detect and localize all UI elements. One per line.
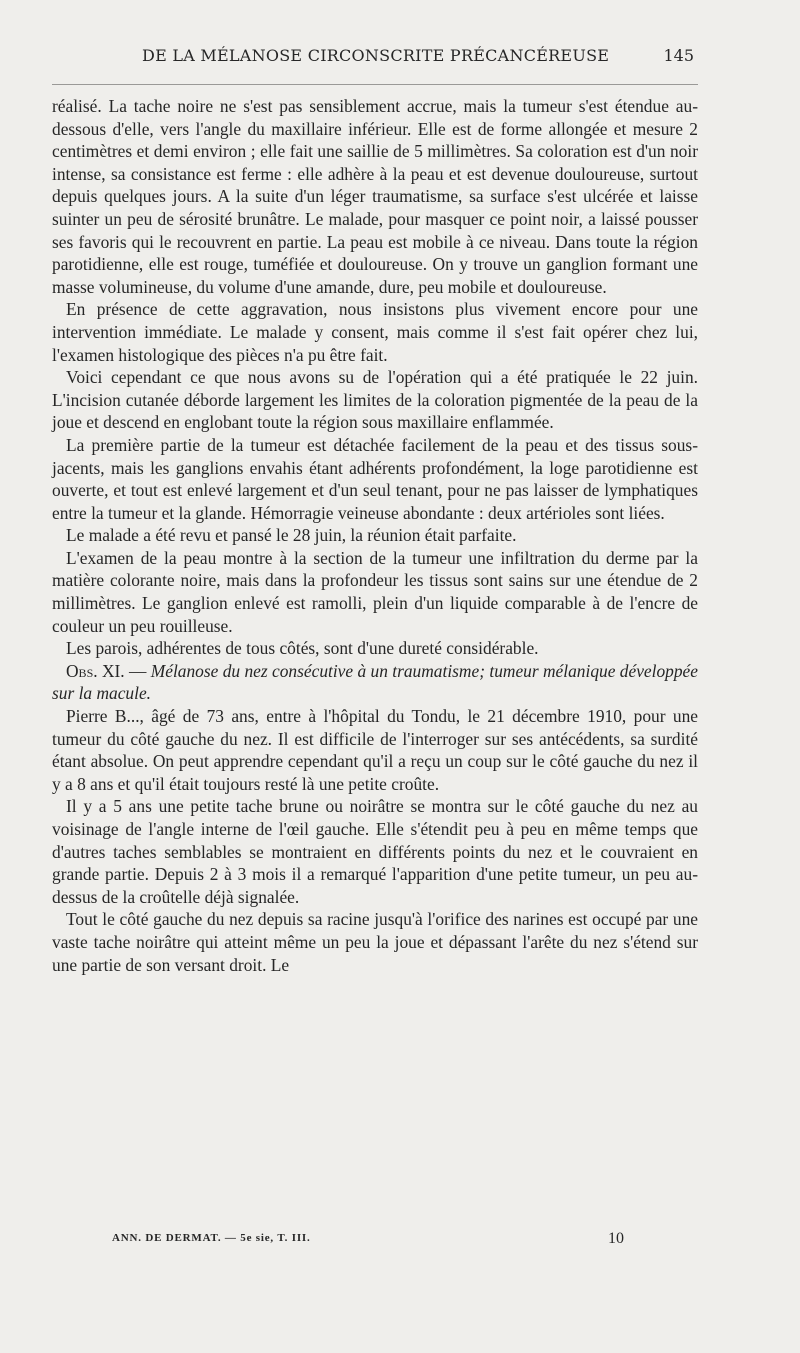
- observation-dash: —: [124, 660, 151, 681]
- signature-mark: 10: [608, 1230, 624, 1247]
- running-title: DE LA MÉLANOSE CIRCONSCRITE PRÉCANCÉREUSE: [142, 46, 610, 65]
- journal-reference: ANN. DE DERMAT. — 5e sie, T. III.: [112, 1232, 311, 1244]
- header-rule: [52, 84, 698, 85]
- paragraph: Pierre B..., âgé de 73 ans, entre à l'hôpital du Tondu, le 21 décembre 1910, pour une tumeur du côté gauche du nez. Il est difficile de l'interroger sur ses antécédents, sa surdité étant absolue. On peut apprendre cependant qu'il a reçu un coup sur le côté gauche du nez il y a 8 ans et qu'il était toujours resté là une petite croûte.: [52, 706, 698, 794]
- body-text: [52, 95, 698, 976]
- paragraph: Le malade a été revu et pansé le 28 juin, la réunion était parfaite.: [66, 525, 517, 546]
- observation-title: Mélanose du nez consécutive à un traumatisme; tumeur mélanique développée sur la macule.: [52, 660, 698, 704]
- paragraph: réalisé. La tache noire ne s'est pas sensiblement accrue, mais la tumeur s'est étendue au-dessous d'elle, vers l'angle du maxillaire inférieur. Elle est de forme allongée et mesure 2 centimètres et demi environ ; elle fait une saillie de 5 millimètres. Sa coloration est d'un noir intense, sa consistance est ferme : elle adhère à la peau et est devenue douloureuse, surtout depuis quelques jours. A la suite d'un léger traumatisme, sa surface s'est ulcérée et laisse suinter un peu de sérosité brunâtre. Le malade, pour masquer ce point noir, a laissé pousser ses favoris qui le recouvrent en partie. La peau est mobile à ce niveau. Dans toute la région parotidienne, elle est rouge, tuméfiée et douloureuse. On y trouve un ganglion formant une masse volumineuse, du volume d'une amande, dure, peu mobile et douloureuse.: [52, 96, 698, 297]
- page-number: 145: [663, 46, 694, 65]
- observation-number: Obs. XI.: [66, 660, 125, 681]
- running-head: [52, 46, 698, 74]
- paragraph: Les parois, adhérentes de tous côtés, sont d'une dureté considérable.: [66, 638, 539, 659]
- paragraph: En présence de cette aggravation, nous insistons plus vivement encore pour une intervention immédiate. Le malade y consent, mais comme il s'est fait opérer chez lui, l'examen histologique des pièces n'a pu être fait.: [52, 299, 698, 365]
- paragraph: Voici cependant ce que nous avons su de l'opération qui a été pratiquée le 22 juin. L'incision cutanée déborde largement les limites de la coloration pigmentée de la peau de la joue et descend en englobant toute la région sous maxillaire enflammée.: [52, 367, 698, 433]
- paragraph: Tout le côté gauche du nez depuis sa racine jusqu'à l'orifice des narines est occupé par une vaste tache noirâtre qui atteint même un peu la joue et dépassant l'arête du nez s'étend sur une partie de son versant droit. Le: [52, 909, 698, 975]
- paragraph: L'examen de la peau montre à la section de la tumeur une infiltration du derme par la matière colorante noire, mais dans la profondeur les tissus sont sains sur une étendue de 2 millimètres. Le ganglion enlevé est ramolli, plein d'un liquide comparable à de l'encre de couleur un peu rouilleuse.: [52, 547, 698, 636]
- paragraph: La première partie de la tumeur est détachée facilement de la peau et des tissus sous-jacents, mais les ganglions envahis étant adhérents profondément, la loge parotidienne est ouverte, et tout est enlevé largement et d'un seul tenant, pour ne pas laisser de lymphatiques entre la tumeur et la glande. Hémorragie veineuse abondante : deux artérioles sont liées.: [52, 434, 698, 523]
- paragraph: Il y a 5 ans une petite tache brune ou noirâtre se montra sur le côté gauche du nez au voisinage de l'angle interne de l'œil gauche. Elle s'étendit peu à peu en même temps que d'autres taches semblables se montraient en différents points du nez et le couvraient en grande partie. Depuis 2 à 3 mois il a remarqué l'apparition d'une petite tumeur, un peu au-dessus de la croûtelle déjà signalée.: [52, 796, 698, 907]
- page-footer: [112, 1230, 702, 1250]
- observation-heading: [52, 660, 698, 705]
